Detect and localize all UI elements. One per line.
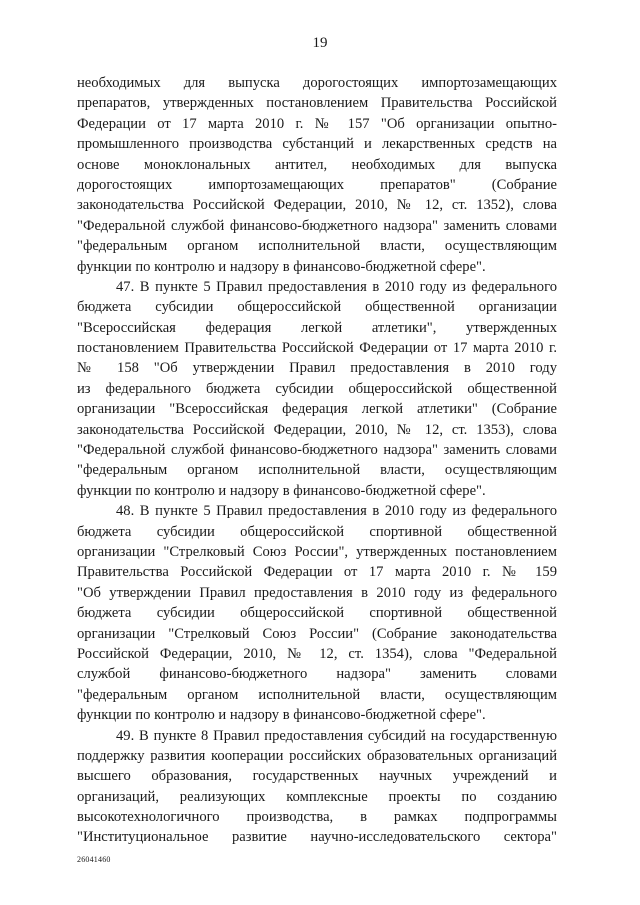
text-line: "федеральным органом исполнительной власти, осуществляющим: [77, 686, 557, 703]
text-line: основе моноклональных антител, необходимых для выпуска: [77, 156, 557, 173]
text-line: "Институциональное развитие научно-исследовательского сектора": [77, 829, 557, 846]
text-line: бюджета субсидии общероссийской спортивной общественной: [77, 523, 557, 540]
paragraph: [77, 501, 557, 725]
text-line: Федерации от 17 марта 2010 г. № 157 "Об организации опытно-: [77, 115, 557, 132]
text-line: законодательства Российской Федерации, 2010, № 12, ст. 1353), слова: [77, 421, 557, 438]
text-line: организации "Стрелковый Союз России" (Собрание законодательства: [77, 625, 557, 642]
text-line: поддержку развития кооперации российских образовательных организаций: [77, 747, 557, 764]
text-line: 49. В пункте 8 Правил предоставления субсидий на государственную: [116, 727, 557, 744]
text-line: организаций, реализующих комплексные проекты по созданию: [77, 788, 557, 805]
text-line: высокотехнологичного производства, в рамках подпрограммы: [77, 809, 557, 826]
paragraph: [77, 73, 557, 277]
text-line: Российской Федерации, 2010, № 12, ст. 1354), слова "Федеральной: [77, 645, 557, 662]
paragraph: [77, 277, 557, 501]
text-line: функции по контролю и надзору в финансово-бюджетной сфере".: [77, 482, 486, 499]
text-line: функции по контролю и надзору в финансово-бюджетной сфере".: [77, 258, 486, 275]
text-line: 48. В пункте 5 Правил предоставления в 2010 году из федерального: [116, 503, 557, 520]
text-line: высшего образования, государственных научных учреждений и: [77, 768, 557, 785]
text-line: организации "Всероссийская федерация легкой атлетики" (Собрание: [77, 401, 557, 418]
text-line: функции по контролю и надзору в финансово-бюджетной сфере".: [77, 707, 486, 724]
text-line: 47. В пункте 5 Правил предоставления в 2010 году из федерального: [116, 278, 557, 295]
text-line: службой финансово-бюджетного надзора" заменить словами: [77, 666, 557, 683]
text-line: постановлением Правительства Российской Федерации от 17 марта 2010 г.: [77, 340, 557, 357]
paragraph: [77, 726, 557, 848]
text-line: законодательства Российской Федерации, 2010, № 12, ст. 1352), слова: [77, 197, 557, 214]
text-line: препаратов, утвержденных постановлением Правительства Российской: [77, 95, 557, 112]
document-code: 26041460: [77, 855, 111, 864]
text-line: "Об утверждении Правил предоставления в 2010 году из федерального: [77, 584, 557, 601]
text-line: "федеральным органом исполнительной власти, осуществляющим: [77, 462, 557, 479]
text-line: бюджета субсидии общероссийской общественной организации: [77, 299, 557, 316]
text-line: "Федеральной службой финансово-бюджетного надзора" заменить словами: [77, 442, 557, 459]
text-line: "федеральным органом исполнительной власти, осуществляющим: [77, 238, 557, 255]
text-line: "Всероссийская федерация легкой атлетики", утвержденных: [77, 319, 557, 336]
text-line: необходимых для выпуска дорогостоящих импортозамещающих: [77, 75, 557, 91]
text-line: дорогостоящих импортозамещающих препаратов" (Собрание: [77, 176, 557, 193]
text-line: бюджета субсидии общероссийской спортивной общественной: [77, 605, 557, 622]
text-line: промышленного производства субстанций и лекарственных средств на: [77, 136, 557, 153]
text-line: № 158 "Об утверждении Правил предоставления в 2010 году: [77, 360, 557, 377]
text-line: из федерального бюджета субсидии общероссийской общественной: [77, 380, 557, 397]
document-body: [77, 73, 557, 848]
text-line: организации "Стрелковый Союз России", утвержденных постановлением: [77, 543, 557, 560]
text-line: "Федеральной службой финансово-бюджетного надзора" заменить словами: [77, 217, 557, 234]
text-line: Правительства Российской Федерации от 17 марта 2010 г. № 159: [77, 564, 557, 581]
page-number: 19: [312, 35, 328, 51]
